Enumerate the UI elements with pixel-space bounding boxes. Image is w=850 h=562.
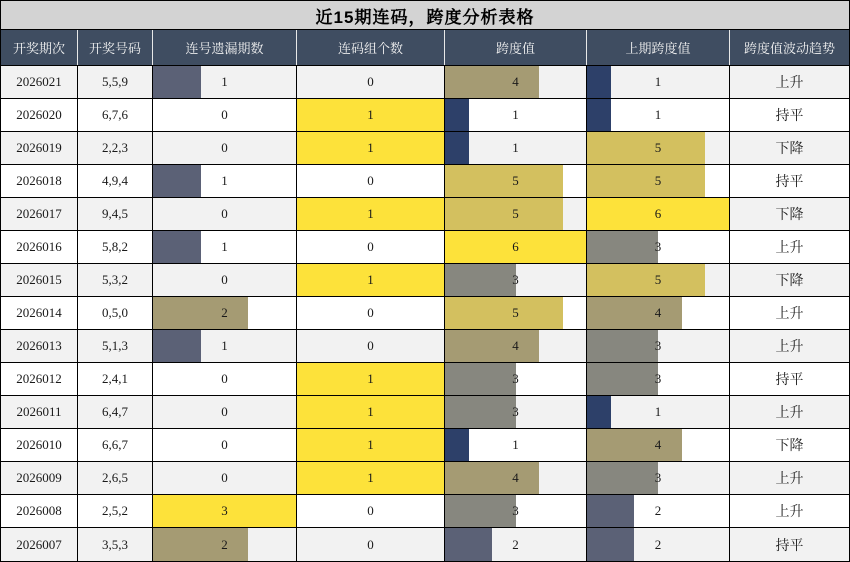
miss-periods-bar <box>153 66 201 98</box>
span-value-cell <box>445 495 587 527</box>
trend-value: 上升 <box>775 76 804 91</box>
span-value-cell <box>445 231 587 263</box>
column-header-miss-periods: 连号遗漏期数 <box>153 30 297 65</box>
table-row <box>1 363 849 396</box>
draw-numbers-value: 5,3,2 <box>102 272 128 287</box>
span-value: 4 <box>512 470 519 485</box>
draw-numbers-cell <box>78 528 153 561</box>
prev-span-value: 4 <box>654 437 662 452</box>
span-value-bar <box>445 99 469 131</box>
prev-span-bar <box>587 297 682 329</box>
prev-span-cell <box>587 66 730 98</box>
table-row <box>1 66 849 99</box>
miss-periods-value: 3 <box>221 503 228 518</box>
group-count-value: 0 <box>367 74 374 89</box>
span-value-cell <box>445 462 587 494</box>
group-count-cell <box>297 528 445 561</box>
prev-span-bar <box>587 330 658 362</box>
group-count-cell <box>297 264 445 296</box>
group-count-cell <box>297 495 445 527</box>
column-header-group-count: 连码组个数 <box>297 30 445 65</box>
prev-span-cell <box>587 165 730 197</box>
draw-numbers-cell <box>78 132 153 164</box>
span-value: 6 <box>512 239 519 254</box>
column-header-draw-period: 开奖期次 <box>1 30 78 65</box>
group-count-value: 0 <box>367 305 374 320</box>
prev-span-value: 1 <box>654 404 662 419</box>
trend-value: 持平 <box>775 175 804 190</box>
draw-numbers-value: 2,2,3 <box>102 140 128 155</box>
group-count-cell <box>297 363 445 395</box>
span-value: 1 <box>512 437 519 452</box>
miss-periods-cell <box>153 429 297 461</box>
miss-periods-cell <box>153 396 297 428</box>
trend-cell <box>730 330 849 362</box>
table-title: 近15期连码，跨度分析表格 <box>1 1 849 30</box>
draw-numbers-cell <box>78 462 153 494</box>
prev-span-bar <box>587 264 705 296</box>
trend-cell <box>730 99 849 131</box>
span-value-bar <box>445 132 469 164</box>
trend-cell <box>730 528 849 561</box>
draw-period-cell <box>1 297 78 329</box>
table-row <box>1 264 849 297</box>
prev-span-bar <box>587 99 611 131</box>
miss-periods-cell <box>153 528 297 561</box>
prev-span-value: 5 <box>654 140 662 155</box>
prev-span-value: 5 <box>654 173 662 188</box>
prev-span-value: 3 <box>654 371 662 386</box>
miss-periods-cell <box>153 495 297 527</box>
prev-span-cell <box>587 396 730 428</box>
span-value: 1 <box>512 140 519 155</box>
draw-period-value: 2026018 <box>16 173 62 188</box>
prev-span-value: 3 <box>654 470 662 485</box>
trend-value: 下降 <box>775 208 804 223</box>
miss-periods-value: 0 <box>221 404 228 419</box>
miss-periods-value: 1 <box>221 239 228 254</box>
draw-numbers-cell <box>78 429 153 461</box>
table-row <box>1 528 849 561</box>
miss-periods-cell <box>153 165 297 197</box>
group-count-value: 1 <box>367 470 374 485</box>
span-value: 4 <box>512 74 519 89</box>
table-row <box>1 330 849 363</box>
table-row <box>1 231 849 264</box>
draw-period-cell <box>1 462 78 494</box>
prev-span-value: 4 <box>654 305 662 320</box>
span-value: 1 <box>512 107 519 122</box>
draw-numbers-value: 9,4,5 <box>102 206 128 221</box>
draw-numbers-value: 3,5,3 <box>102 536 128 552</box>
group-count-value: 0 <box>367 536 374 552</box>
draw-numbers-cell <box>78 297 153 329</box>
trend-cell <box>730 297 849 329</box>
span-value-cell <box>445 198 587 230</box>
table-row <box>1 495 849 528</box>
prev-span-cell <box>587 528 730 561</box>
draw-numbers-value: 4,9,4 <box>102 173 128 188</box>
trend-value: 上升 <box>775 406 804 421</box>
draw-period-value: 2026013 <box>16 338 62 353</box>
draw-period-value: 2026010 <box>16 437 62 452</box>
prev-span-value: 2 <box>654 503 662 518</box>
group-count-cell <box>297 396 445 428</box>
draw-numbers-value: 2,6,5 <box>102 470 128 485</box>
prev-span-value: 5 <box>654 272 662 287</box>
group-count-cell <box>297 132 445 164</box>
group-count-value: 1 <box>367 371 374 386</box>
miss-periods-value: 2 <box>221 536 228 552</box>
draw-period-value: 2026020 <box>16 107 62 122</box>
table-row <box>1 165 849 198</box>
column-header-span-value: 跨度值 <box>445 30 587 65</box>
prev-span-bar <box>587 396 611 428</box>
trend-cell <box>730 363 849 395</box>
prev-span-cell <box>587 198 730 230</box>
span-value-bar <box>445 297 563 329</box>
span-value-bar <box>445 396 516 428</box>
miss-periods-cell <box>153 297 297 329</box>
miss-periods-value: 0 <box>221 437 228 452</box>
span-value: 5 <box>512 305 519 320</box>
draw-numbers-value: 5,1,3 <box>102 338 128 353</box>
draw-period-cell <box>1 231 78 263</box>
draw-period-cell <box>1 396 78 428</box>
draw-period-cell <box>1 132 78 164</box>
draw-numbers-cell <box>78 396 153 428</box>
miss-periods-value: 0 <box>221 470 228 485</box>
prev-span-bar <box>587 231 658 263</box>
prev-span-value: 1 <box>654 107 662 122</box>
span-value-bar <box>445 165 563 197</box>
draw-numbers-cell <box>78 495 153 527</box>
table-row <box>1 429 849 462</box>
draw-period-value: 2026009 <box>16 470 62 485</box>
span-value: 5 <box>512 206 519 221</box>
prev-span-cell <box>587 99 730 131</box>
draw-numbers-value: 0,5,0 <box>102 305 128 320</box>
miss-periods-value: 0 <box>221 371 228 386</box>
draw-numbers-cell <box>78 198 153 230</box>
prev-span-bar <box>587 66 611 98</box>
span-value-cell <box>445 297 587 329</box>
draw-period-value: 2026021 <box>16 74 62 89</box>
span-value-cell <box>445 264 587 296</box>
table-row <box>1 462 849 495</box>
draw-period-value: 2026019 <box>16 140 62 155</box>
trend-cell <box>730 396 849 428</box>
span-value-cell <box>445 165 587 197</box>
draw-numbers-value: 2,4,1 <box>102 371 128 386</box>
prev-span-bar <box>587 495 634 527</box>
prev-span-bar <box>587 528 634 561</box>
span-value: 2 <box>512 536 519 552</box>
group-count-value: 1 <box>367 404 374 419</box>
column-header-prev-span: 上期跨度值 <box>587 30 730 65</box>
miss-periods-bar <box>153 165 201 197</box>
table-row <box>1 99 849 132</box>
table-row <box>1 132 849 165</box>
draw-period-cell <box>1 165 78 197</box>
prev-span-bar <box>587 363 658 395</box>
group-count-value: 0 <box>367 503 374 518</box>
draw-numbers-value: 5,5,9 <box>102 74 128 89</box>
draw-numbers-cell <box>78 363 153 395</box>
miss-periods-cell <box>153 330 297 362</box>
span-value-cell <box>445 528 587 561</box>
prev-span-cell <box>587 495 730 527</box>
trend-value: 持平 <box>775 373 804 388</box>
prev-span-cell <box>587 132 730 164</box>
miss-periods-bar <box>153 231 201 263</box>
prev-span-value: 2 <box>654 536 662 552</box>
draw-numbers-value: 6,7,6 <box>102 107 128 122</box>
draw-period-value: 2026011 <box>16 404 62 419</box>
span-value-cell <box>445 363 587 395</box>
draw-period-value: 2026007 <box>16 536 62 552</box>
span-value-cell <box>445 429 587 461</box>
trend-cell <box>730 495 849 527</box>
span-value-bar <box>445 495 516 527</box>
column-header-draw-numbers: 开奖号码 <box>78 30 153 65</box>
draw-numbers-cell <box>78 99 153 131</box>
span-value-bar <box>445 330 539 362</box>
draw-period-value: 2026008 <box>16 503 62 518</box>
trend-value: 上升 <box>775 307 804 322</box>
span-value: 3 <box>512 404 519 419</box>
draw-period-value: 2026014 <box>16 305 62 320</box>
miss-periods-cell <box>153 132 297 164</box>
draw-numbers-cell <box>78 330 153 362</box>
prev-span-cell <box>587 231 730 263</box>
span-value-bar <box>445 528 492 561</box>
group-count-cell <box>297 297 445 329</box>
prev-span-bar <box>587 429 682 461</box>
draw-numbers-cell <box>78 165 153 197</box>
trend-cell <box>730 66 849 98</box>
draw-period-value: 2026012 <box>16 371 62 386</box>
prev-span-value: 6 <box>654 206 662 221</box>
span-value-bar <box>445 198 563 230</box>
miss-periods-value: 1 <box>221 338 228 353</box>
span-value-bar <box>445 429 469 461</box>
draw-numbers-cell <box>78 66 153 98</box>
miss-periods-value: 1 <box>221 74 228 89</box>
prev-span-bar <box>587 462 658 494</box>
header-row <box>1 30 849 66</box>
group-count-cell <box>297 66 445 98</box>
draw-period-value: 2026015 <box>16 272 62 287</box>
miss-periods-bar <box>153 528 248 561</box>
group-count-value: 1 <box>367 206 374 221</box>
trend-value: 下降 <box>775 142 804 157</box>
draw-numbers-value: 6,4,7 <box>102 404 128 419</box>
draw-period-cell <box>1 528 78 561</box>
table-row <box>1 297 849 330</box>
span-value-cell <box>445 99 587 131</box>
span-value-bar <box>445 264 516 296</box>
group-count-cell <box>297 429 445 461</box>
miss-periods-cell <box>153 198 297 230</box>
trend-cell <box>730 462 849 494</box>
draw-period-value: 2026017 <box>16 206 62 221</box>
prev-span-cell <box>587 429 730 461</box>
span-value-bar <box>445 462 539 494</box>
draw-period-cell <box>1 264 78 296</box>
prev-span-cell <box>587 297 730 329</box>
miss-periods-cell <box>153 264 297 296</box>
trend-value: 下降 <box>775 439 804 454</box>
column-header-span-trend: 跨度值波动趋势 <box>743 41 835 56</box>
trend-cell <box>730 264 849 296</box>
trend-cell <box>730 132 849 164</box>
miss-periods-cell <box>153 363 297 395</box>
draw-period-cell <box>1 363 78 395</box>
trend-cell <box>730 165 849 197</box>
miss-periods-bar <box>153 330 201 362</box>
draw-numbers-value: 6,6,7 <box>102 437 128 452</box>
prev-span-cell <box>587 462 730 494</box>
group-count-cell <box>297 99 445 131</box>
span-value: 5 <box>512 173 519 188</box>
draw-period-cell <box>1 330 78 362</box>
miss-periods-cell <box>153 462 297 494</box>
prev-span-bar <box>587 132 705 164</box>
miss-periods-cell <box>153 231 297 263</box>
draw-period-cell <box>1 198 78 230</box>
span-value: 3 <box>512 371 519 386</box>
prev-span-cell <box>587 363 730 395</box>
prev-span-bar <box>587 165 705 197</box>
trend-value: 下降 <box>775 274 804 289</box>
miss-periods-bar <box>153 297 248 329</box>
draw-period-value: 2026016 <box>16 239 62 254</box>
table-row <box>1 396 849 429</box>
draw-numbers-value: 2,5,2 <box>102 503 128 518</box>
miss-periods-value: 0 <box>221 140 228 155</box>
prev-span-cell <box>587 330 730 362</box>
miss-periods-value: 2 <box>221 305 228 320</box>
miss-periods-value: 0 <box>221 107 228 122</box>
draw-period-cell <box>1 99 78 131</box>
span-value: 3 <box>512 272 519 287</box>
draw-numbers-value: 5,8,2 <box>102 239 128 254</box>
group-count-cell <box>297 165 445 197</box>
prev-span-value: 1 <box>654 74 662 89</box>
trend-cell <box>730 429 849 461</box>
trend-value: 上升 <box>775 340 804 355</box>
trend-cell <box>730 198 849 230</box>
group-count-cell <box>297 330 445 362</box>
trend-value: 上升 <box>775 472 804 487</box>
trend-value: 上升 <box>775 241 804 256</box>
table-body <box>1 66 849 561</box>
draw-period-cell <box>1 429 78 461</box>
prev-span-cell <box>587 264 730 296</box>
span-value-cell <box>445 132 587 164</box>
miss-periods-cell <box>153 66 297 98</box>
miss-periods-cell <box>153 99 297 131</box>
miss-periods-value: 1 <box>221 173 228 188</box>
group-count-cell <box>297 231 445 263</box>
trend-cell <box>730 231 849 263</box>
group-count-value: 1 <box>367 437 374 452</box>
group-count-cell <box>297 198 445 230</box>
prev-span-value: 3 <box>654 338 662 353</box>
trend-value: 持平 <box>775 109 804 124</box>
group-count-cell <box>297 462 445 494</box>
trend-value: 上升 <box>775 505 804 520</box>
group-count-value: 0 <box>367 173 374 188</box>
group-count-value: 0 <box>367 338 374 353</box>
table-row <box>1 198 849 231</box>
span-value-bar <box>445 363 516 395</box>
prev-span-value: 3 <box>654 239 662 254</box>
draw-numbers-cell <box>78 264 153 296</box>
draw-period-cell <box>1 495 78 527</box>
group-count-value: 1 <box>367 140 374 155</box>
miss-periods-value: 0 <box>221 272 228 287</box>
trend-value: 持平 <box>775 538 804 554</box>
draw-numbers-cell <box>78 231 153 263</box>
miss-periods-value: 0 <box>221 206 228 221</box>
group-count-value: 1 <box>367 272 374 287</box>
span-value-cell <box>445 66 587 98</box>
span-value-cell <box>445 330 587 362</box>
span-value-cell <box>445 396 587 428</box>
draw-period-cell <box>1 66 78 98</box>
group-count-value: 0 <box>367 239 374 254</box>
span-value: 4 <box>512 338 519 353</box>
span-value-bar <box>445 66 539 98</box>
span-value: 3 <box>512 503 519 518</box>
group-count-value: 1 <box>367 107 374 122</box>
